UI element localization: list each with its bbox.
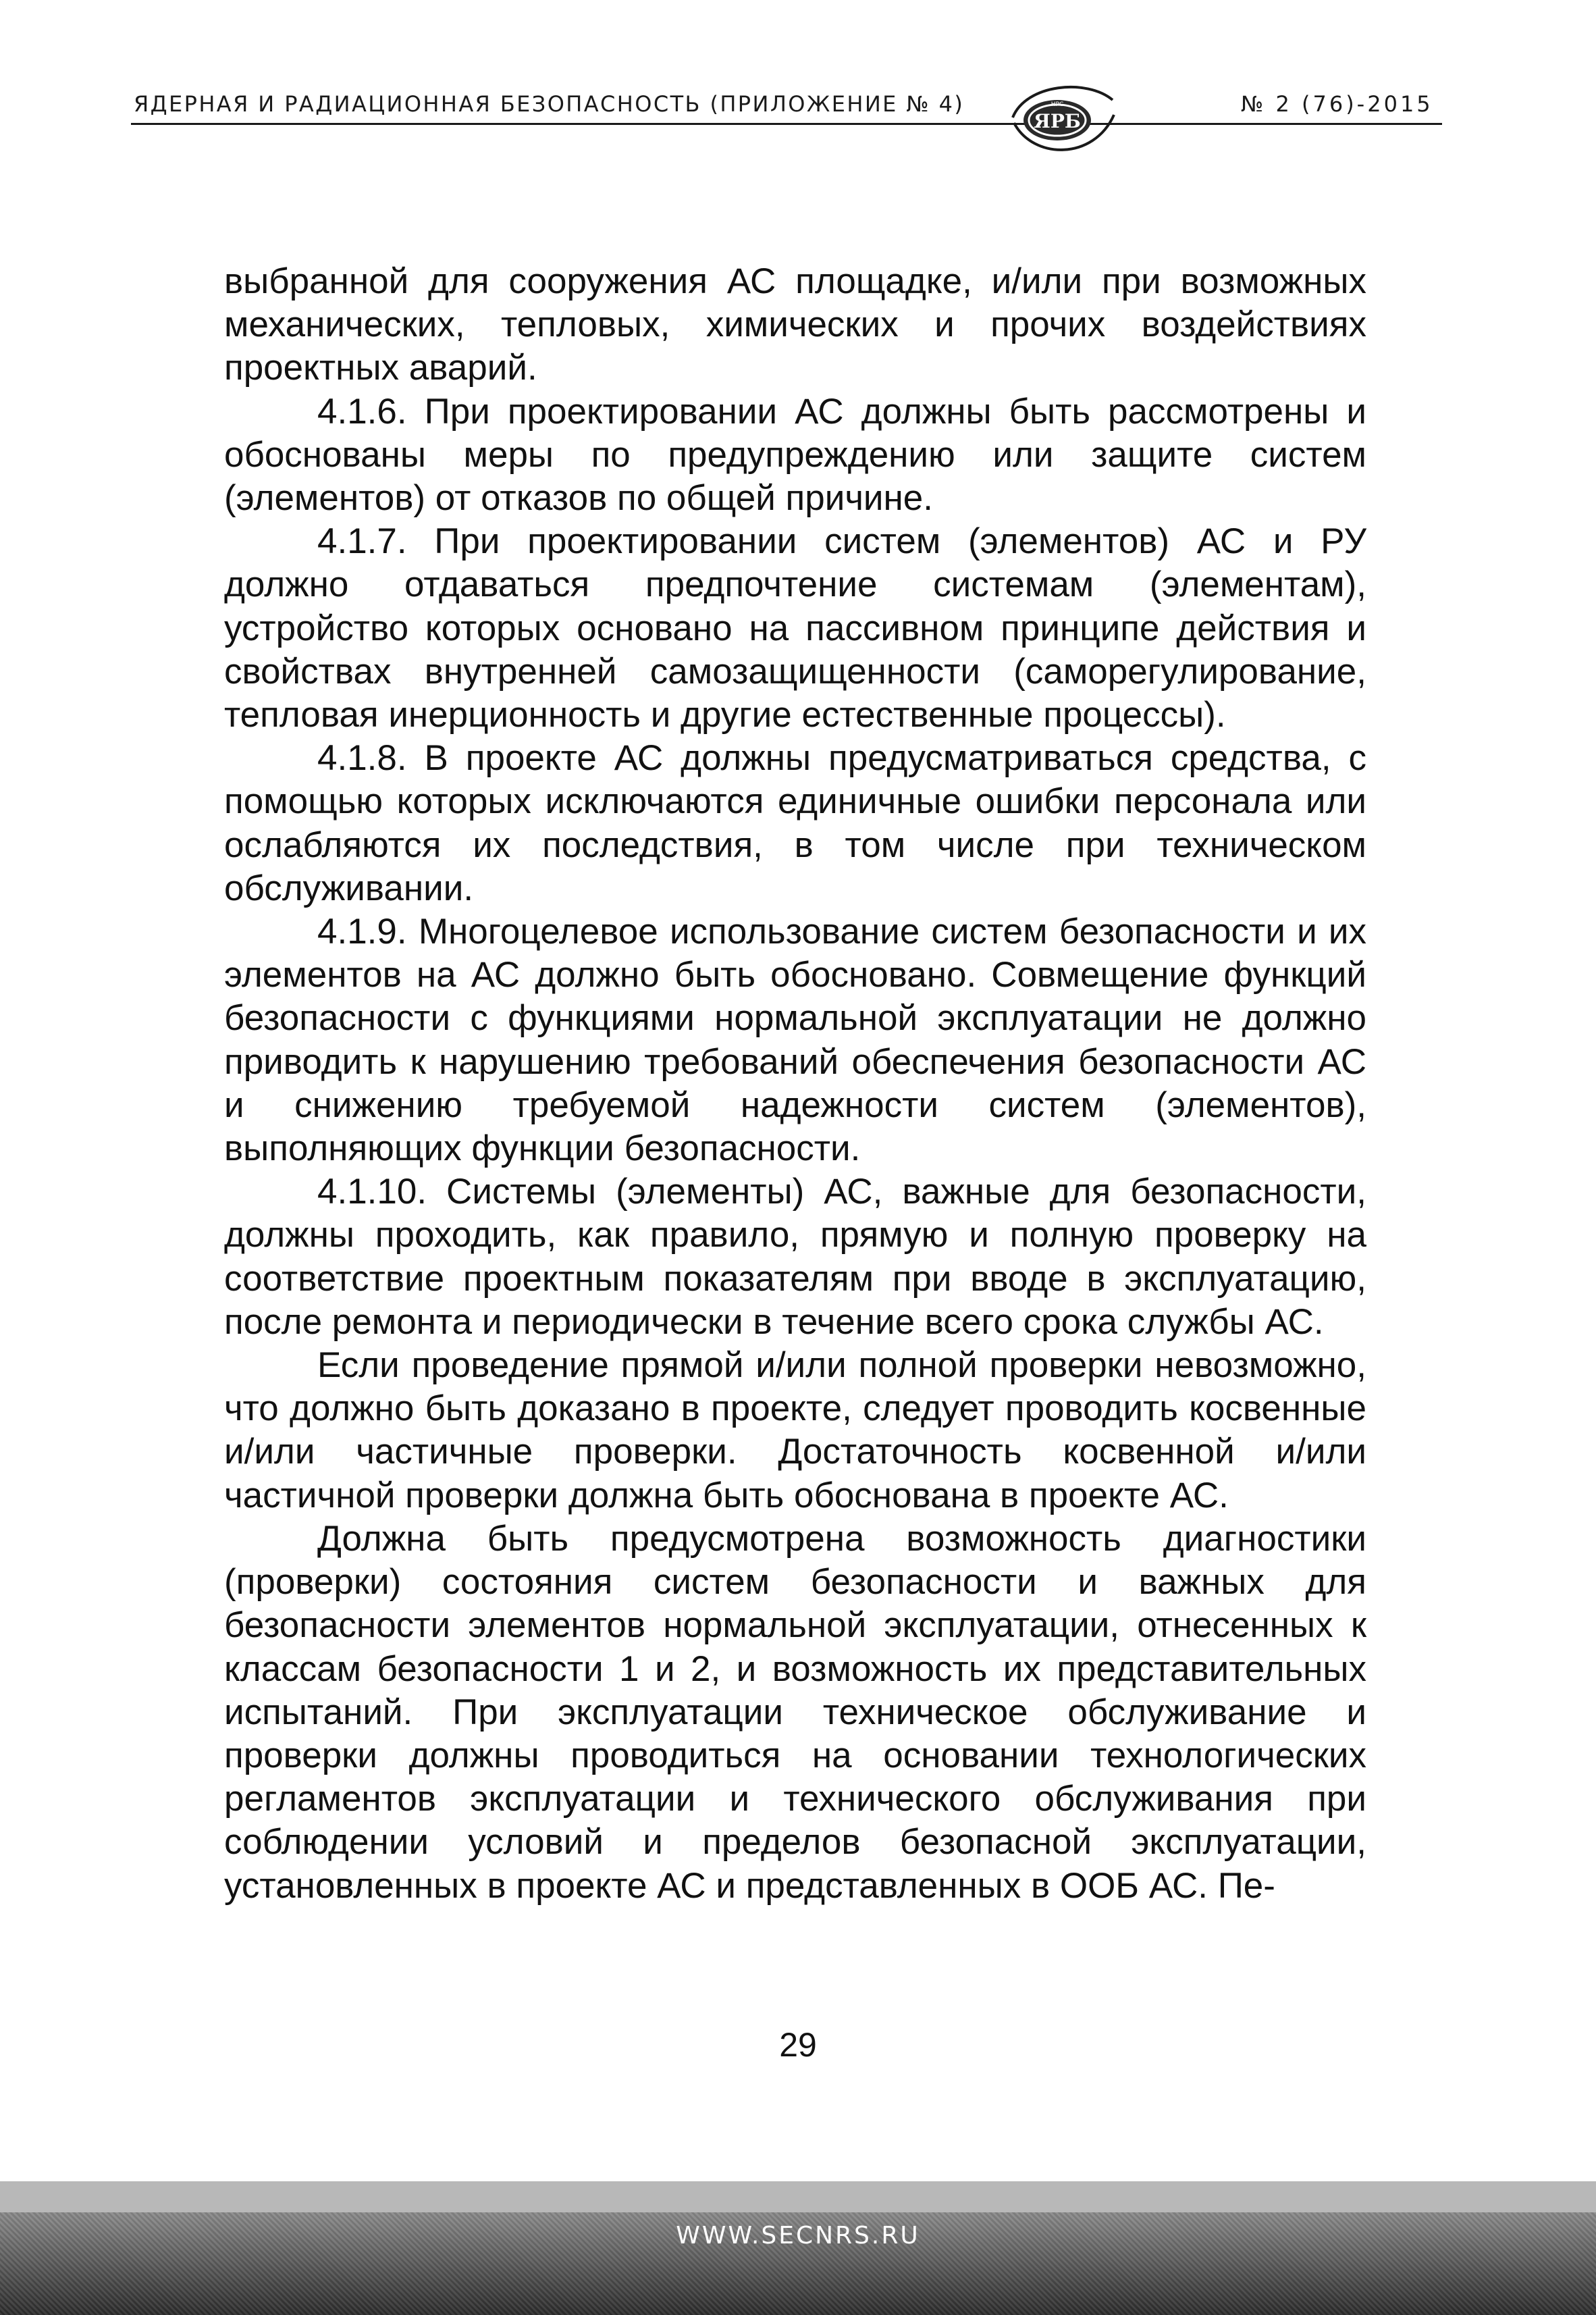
footer-url[interactable]: WWW.SECNRS.RU xyxy=(676,2222,920,2249)
paragraph-indirect-checks: Если проведение прямой и/или полной проверки невозможно, что должно быть доказано в проекте, следует проводить косвенные и/или частичные проверки. Достаточность косвенной и/или частичной проверки должна быть обоснована в проекте АС. xyxy=(224,1345,1366,1515)
paragraph-4-1-8: 4.1.8. В проекте АС должны предусматриваться средства, с помощью которых исключаются единичные ошибки персонала или ослабляются их последствия, в том числе при техническом обслуживании. xyxy=(224,738,1366,908)
paragraph-4-1-10: 4.1.10. Системы (элементы) АС, важные для безопасности, должны проходить, как правило, прямую и полную проверку на соответствие проектным показателям при вводе в эксплуатацию, после ремонта и периодически в течение всего срока службы АС. xyxy=(224,1172,1366,1342)
page-number: 29 xyxy=(779,2026,817,2064)
paragraph-continued: выбранной для сооружения АС площадке, и/или при возможных механических, тепловых, химических и прочих воздействиях проектных аварий. xyxy=(224,261,1366,388)
logo-small-text: НРС xyxy=(1050,101,1064,108)
journal-logo xyxy=(999,73,1121,161)
issue-number: № 2 (76)-2015 xyxy=(1241,91,1433,117)
paragraph-4-1-6: 4.1.6. При проектировании АС должны быть рассмотрены и обоснованы меры по предупреждению или защите систем (элементов) от отказов по общей причине. xyxy=(224,391,1366,519)
journal-title: ЯДЕРНАЯ И РАДИАЦИОННАЯ БЕЗОПАСНОСТЬ (ПРИЛОЖЕНИЕ № 4) xyxy=(134,91,965,117)
article-body xyxy=(224,260,1366,1908)
paragraph-4-1-9: 4.1.9. Многоцелевое использование систем безопасности и их элементов на АС должно быть обосновано. Совмещение функций безопасности с функциями нормальной эксплуатации не должно приводить к нарушению требований обеспечения безопасности АС и снижению требуемой надежности систем (элементов), выполняющих функции безопасности. xyxy=(224,912,1366,1169)
header-rule xyxy=(131,123,1442,125)
logo-text: ЯРБ xyxy=(1034,110,1081,132)
paragraph-diagnostics: Должна быть предусмотрена возможность диагностики (проверки) состояния систем безопасности и важных для безопасности элементов нормальной эксплуатации, отнесенных к классам безопасности 1 и 2, и возможность их представительных испытаний. При эксплуатации техническое обслуживание и проверки должны проводиться на основании технологических регламентов эксплуатации и технического обслуживания при соблюдении условий и пределов безопасной эксплуатации, установленных в проекте АС и представленных в ООБ АС. Пе- xyxy=(224,1518,1366,1906)
paragraph-4-1-7: 4.1.7. При проектировании систем (элементов) АС и РУ должно отдаваться предпочтение системам (элементам), устройство которых основано на пассивном принципе действия и свойствах внутренней самозащищенности (саморегулирование, тепловая инерционность и другие естественные процессы). xyxy=(224,521,1366,735)
